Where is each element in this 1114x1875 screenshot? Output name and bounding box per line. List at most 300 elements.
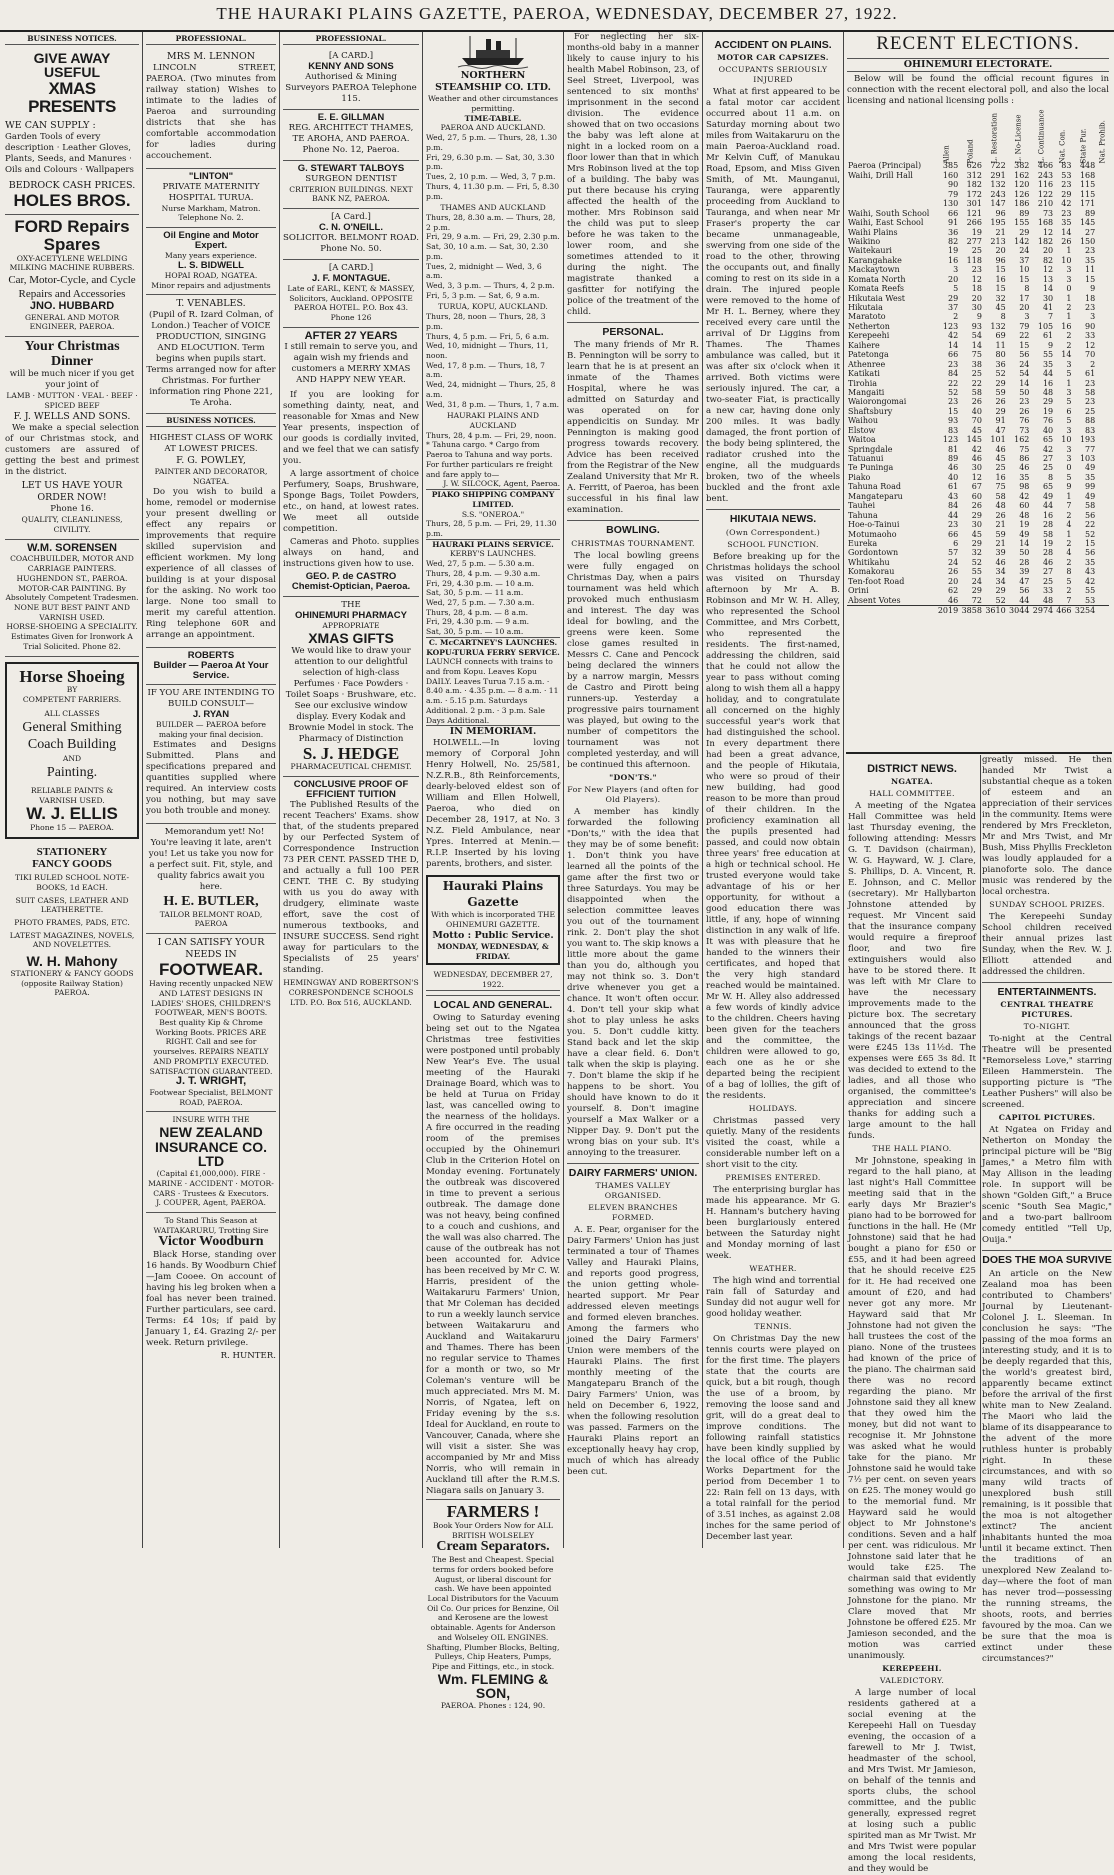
poll-booth: Gordontown [848,548,899,558]
advertiser-name: HOLES BROS. [13,190,131,210]
poll-count: 9 [976,312,982,322]
ad-text: LET US HAVE YOUR ORDER NOW! [21,480,123,504]
timetable-route: HAURAKI PLAINS AND AUCKLAND [447,411,539,431]
article-heading: HIKUTAIA NEWS. [706,509,840,526]
poll-count: 168 [1037,218,1054,228]
ad-headline: Coach Building [27,737,117,753]
poll-booth: Athenree [848,359,886,369]
ad-text: Chemist-Optician, Paeroa. [291,581,411,593]
ad-text: (Pupil of R. Izard Colman, of London.) Teacher of VOICE PRODUCTION, SINGING AND ELOCUTION. Term begins when pupils start. Terms arranged now for after Christmas. For further information ring Phone 221, Te Aroha. [146,310,276,409]
poll-count: 182 [966,180,982,190]
poll-count: 3 [1066,425,1072,435]
poll-row [847,539,1109,548]
poll-count: 82 [1042,255,1054,265]
poll-row [847,209,1109,218]
timetable-row: Fri, 29, 4.30 p.m. — 10 a.m. [426,578,534,588]
poll-booth: Maratoto [848,312,886,322]
ad-text: We would like to draw your attention to our delightful selection of high-class Perfumes · Face Powders · Toilet Soaps · Brushware, etc. See our exclusive window display. Every Kodak and Brownie Model in stock. The Pharmacy of Distinction [285,645,417,744]
poll-header-booth [847,109,935,161]
poll-count: 29 [1042,397,1054,407]
elections-subtitle: OHINEMURI ELECTORATE. [847,58,1109,72]
poll-booth: Tauhei [848,501,876,511]
timetable-row: Thurs, 28, noon — Thurs, 28, 3 p.m. [426,312,546,331]
poll-count: 44 [1019,595,1030,605]
poll-count: 20 [948,274,959,284]
poll-count: 39 [995,548,1006,558]
ad-text: GENERAL AND MOTOR ENGINEER, PAEROA. [24,312,120,332]
poll-count: 28 [1042,548,1054,558]
poll-count: 25 [1042,463,1054,473]
poll-count: 43 [1085,567,1096,577]
poll-count: 722 [990,161,1006,171]
column-professional-2 [280,32,423,1548]
poll-count: 20 [1042,246,1054,256]
poll-count: 10 [1061,255,1072,265]
article-subheading: CAPITOL PICTURES. [998,1113,1096,1123]
gazette-nameplate [426,875,560,965]
ad-headline: XMAS PRESENTS [28,78,116,116]
poll-count: 213 [990,236,1006,246]
timetable-row: Fri, 29, 6.30 p.m. — Sat, 30, 3.30 p.m. [426,152,555,172]
poll-count: 9 [1090,284,1096,294]
poll-count: 14 [1061,350,1072,360]
poll-count: 7 [1066,501,1072,511]
poll-count: 3 [1066,387,1072,397]
poll-count: 3 [1066,454,1072,464]
timetable-row: Thurs, 4, 5 p.m. — Fri, 5, 6 a.m. [426,331,550,341]
poll-count: 3 [1090,312,1096,322]
poll-header: Poland [966,138,975,163]
poll-booth: Ten-foot Road [848,576,905,586]
poll-count: 93 [971,321,982,331]
advertiser-name: J. T. WRIGHT, [175,1075,247,1088]
ad-text: BEDROCK CASH PRICES. [8,179,136,191]
poll-count: 25 [995,463,1006,473]
poll-row [847,294,1109,303]
ad-text: Cameras and Photo. supplies always on hand, and instructions given how to use. [283,537,419,570]
steamship-icon [458,34,528,68]
ad-text: BUILDER — PAEROA before making your final decision. [156,720,266,740]
ad-text: OXY-ACETYLENE WELDING [16,253,128,263]
ad-headline: General Smithing [22,719,122,735]
ad-headline: USEFUL [44,64,100,81]
poll-count: 90 [948,180,959,190]
poll-count: 49 [1085,491,1096,501]
poll-count: 84 [948,501,959,511]
poll-count: 4 [1066,520,1072,530]
ad-headline: Your Christmas Dinner [24,339,120,369]
article-subheading: THE HALL PIANO. [872,1144,952,1154]
poll-count: 14 [1061,227,1072,237]
poll-booth [847,180,935,189]
advertiser-name: G. STEWART TALBOYS [297,162,405,174]
poll-count: 23 [1085,246,1096,256]
montague-ad [283,260,419,328]
poll-booth: Waitoa [848,435,876,445]
poll-booth: Waikino [848,236,881,246]
ad-headline: Car, Motor-Cycle, and Cycle Repairs and Accessories [8,273,136,301]
advertiser-name: W. J. ELLIS [26,804,118,824]
ad-headline: Painting. [46,765,98,781]
advertiser-name: E. E. GILLMAN [317,111,385,123]
timetable-title: HAURAKI PLAINS SERVICE. [432,539,554,549]
timetable-row: Wed, 27, 5 p.m. — Thurs, 28, 1.30 p.m. [426,133,558,152]
poll-count: 33 [1085,331,1096,341]
poll-count: 52 [995,369,1006,379]
poll-count: 89 [1019,208,1030,218]
poll-count: 29 [948,293,959,303]
poll-count: 44 [1042,369,1054,379]
timetable-route: S.S. "ONEROA." [461,509,525,519]
kenny-ad [283,48,419,110]
poll-count: 16 [1042,510,1054,520]
poll-count: 80 [995,350,1006,360]
district-news-right [982,755,1112,1664]
poll-booth [847,199,935,208]
ad-text: (opposite Railway Station) PAEROA. [21,978,123,998]
poll-count: 83 [1061,161,1072,171]
poll-count: 22 [971,378,982,388]
poll-booth: Waihi, Drill Hall [848,170,913,180]
article-subheading: (Own Correspondent.) [725,527,821,537]
poll-booth: Karangahake [848,255,902,265]
article-subheading: CHRISTMAS TOURNAMENT. [571,538,695,548]
poll-count: 84 [948,369,959,379]
poll-count: 118 [966,255,982,265]
poll-booth: Kaihere [848,340,880,350]
ad-text: PAEROA. Phones : 124, 90. [440,1701,546,1711]
article-heading: DISTRICT NEWS. [867,763,957,775]
poll-count: 50 [1019,548,1030,558]
poll-count: 182 [1037,236,1054,246]
poll-count: 42 [1061,199,1072,209]
article-subheading: MOTOR CAR CAPSIZES. [717,53,829,63]
poll-count: 48 [1042,595,1054,605]
ad-text: Black Horse, standing over 16 hands. By Woodburn Chief—Jam Cooee. On account of having his leg broken when a foal has never been trained. Further particulars, see card. Terms: £4 10s; if paid by January 1, £4. Grazing 2/- per week. Return privilege. [146,1250,276,1349]
poll-row [847,218,1109,227]
poll-count: 69 [995,331,1006,341]
column-shipping-local [423,32,564,1711]
gazette-motto: Motto : Public Service. [432,929,554,941]
poll-count: 2 [1066,586,1072,596]
article-subheading: VALEDICTORY. [879,1675,945,1685]
poll-booth: Tahuna [848,510,878,520]
poll-row [847,388,1109,397]
poll-count: 0 [1066,284,1072,294]
poll-count: 130 [942,199,959,209]
district-news-left [848,755,981,1874]
poll-count: 70 [1085,350,1096,360]
article-body: Before breaking up for the Christmas holidays the school was visited on Thursday afternoon by Mr A. B. Robinson and Mr W. H. Alley, who represented the School Committee, and Mrs Corbett, who represented the residents. The first-named, addressing the children, said that he could not allow the year to pass without coming along to wish them all a happy holiday, and to congratulate all concerned on the highly successful year's work that had distinguished the school. In every department there had been a great advance, and the people of Hikutaia, who were so proud of their new building, had good reason to be more than proud of their children. In the proficiency examination all the pupils presented had passed, and could now obtain three years' free education at a high or technical school. He trusted everyone would take advantage of his or her opportunity, for without a good education there was little, if any, hope of winning distinction in any walk of life. It was with pleasure that he handed to the winners their certificates, and hoped that the very high standard reached would be maintained. Mr W. H. Alley also addressed a few words of kindly advice to the children. Cheers having been given for the teachers and the committee, the children were allowed to go, each one as he or she departed being the recipient of a bag of lollies, the gift of the residents. [706,551,840,1101]
masthead: THE HAURAKI PLAINS GAZETTE, PAEROA, WEDNESDAY, DECEMBER 27, 1922. [0,4,1114,32]
advertiser-name: F. G. POWLEY, [176,454,246,466]
poll-count: 46 [971,454,982,464]
ad-text: Footwear Specialist, BELMONT ROAD, PAEROA. [149,1087,273,1107]
poll-count: 266 [966,218,982,228]
advertiser-name: W.M. SORENSEN [27,541,117,554]
column-elections [844,32,1112,754]
poll-count: 1 [1066,491,1072,501]
article-heading: ACCIDENT ON PLAINS. [714,39,832,51]
woodburn-ad [146,1213,276,1366]
poll-count: 35 [1019,472,1030,482]
poll-count: 2 [1090,359,1096,369]
poll-count: 25 [971,369,982,379]
ad-text: AND [62,754,82,764]
poll-count: 30 [1042,293,1054,303]
column-business-notices [2,32,143,1548]
poll-count: 385 [942,161,959,171]
poll-count: 49 [1019,529,1030,539]
poll-count: 1 [1066,293,1072,303]
ryan-ad [146,685,276,823]
poll-count: 14 [1019,538,1030,548]
poll-row [847,341,1109,350]
ad-text: SURGEON DENTIST [305,173,397,184]
ad-text: Estimates and Designs Submitted. Plans and specifications prepared and quantities supplied where required. An interview costs you nothing, but may save you both trouble and money. [146,739,276,816]
timetable-row: Wed, 17, 8 p.m. — Thurs, 18, 7 a.m. [426,360,545,380]
poll-count: 16 [1061,321,1072,331]
section-label: BUSINESS NOTICES. [146,416,276,427]
gazette-title: Hauraki Plains Gazette [442,879,544,909]
poll-booth: Piako [848,472,871,482]
poll-count: 54 [1019,369,1030,379]
ad-text: RELIABLE PAINTS & VARNISH USED. [30,785,114,805]
castro-ad [283,328,419,597]
article-heading: PERSONAL. [567,322,699,339]
ad-text: QUALITY, CLEANLINESS, CIVILITY. [21,515,123,535]
poll-booth: Springdale [848,444,893,454]
ad-text: I still remain to serve you, and again wish my friends and customers a MERRY XMAS AND HAPPY NEW YEAR. [284,342,418,386]
poll-count: 14 [948,340,959,350]
poll-count: 30 [971,463,982,473]
ad-text: Phone 15 — PAEROA. [30,823,114,833]
poll-count: 171 [1079,199,1096,209]
poll-count: 3 [1024,312,1030,322]
poll-count: 42 [948,331,959,341]
poll-count: 49 [1085,463,1096,473]
poll-row [847,445,1109,454]
poll-count: 20 [948,576,959,586]
poll-count: 37 [948,303,959,313]
poll-count: 67 [971,482,982,492]
advertiser-name: W. H. Mahony [26,953,118,970]
article-subheading: THAMES VALLEY ORGANISED. [595,1181,671,1201]
poll-count: 466 [1037,161,1054,171]
advertiser-name: NEW ZEALAND INSURANCE CO. LTD [154,1124,267,1170]
poll-count: 53 [1085,595,1096,605]
timetable-row: Sat, 30, 5 p.m. — 11 a.m. [426,588,524,598]
ad-headline: FORD Repairs Spares [14,216,130,254]
poll-count: 155 [1014,218,1030,228]
poll-row [847,331,1109,340]
poll-booth [847,190,935,199]
poll-count: 26 [995,510,1006,520]
poll-count: 65 [1042,435,1054,445]
poll-count: 22 [1085,520,1096,530]
poll-count: 83 [1085,425,1096,435]
poll-count: 93 [948,416,959,426]
poll-count: 5 [1066,369,1072,379]
poll-count: 29 [971,510,982,520]
article-body: A member has kindly forwarded the following "Don'ts," with the idea that they may be of some benefit: 1. Don't think you have learned all the points of the game after the first two or three Saturdays. You may be disappointed when the selection committee leaves you out of the tournament rink. 2. Don't play the shot you want to. The skip knows a little more about the game than you do, although you may not think so. 3. Don't drive whenever you get a chance. It won't often occur. 4. Don't tell your skip what shot to play unless he asks you. 5. Don't cuddle kitty. Stand back and let the skip have a clear field. 6. Don't talk when the skip is playing. 7. Don't blame the skip if he happens to be short. You should have known to do it yourself. 8. Don't imagine yourself a Max Walker or a Nipper Day. 9. Don't put the wrong bias on your sub. It's annoying to the treasurer. [567,806,699,1158]
timetable-row: Thurs, 28, 4 p.m. — 8 a.m. [426,607,529,617]
poll-count: 37 [1019,255,1030,265]
poll-count: 46 [995,444,1006,454]
poll-count: 312 [966,170,982,180]
poll-count: 46 [995,557,1006,567]
lennon-ad [146,48,276,169]
poll-row [847,303,1109,312]
poll-count: 5 [1066,397,1072,407]
poll-count: 76 [1019,416,1030,426]
advertiser-name: KENNY AND SONS [308,60,394,72]
gazette-subtitle: With which is incorporated THE OHINEMURI GAZETTE. [431,910,555,929]
advertiser-name: MRS M. LENNON [166,50,256,62]
poll-count: 35 [1085,472,1096,482]
poll-count: 26 [995,397,1006,407]
poll-count: 448 [1079,161,1096,171]
wright-ad [146,934,276,1112]
article-subheading: TO-NIGHT. [1023,1022,1071,1032]
ad-text: A large assortment of choice Perfumery, Soaps, Brushware, Sponge Bags, Toilet Powders, etc., on hand, at lowest rates. We meet all outside competition. [283,469,419,535]
poll-count: 58 [1085,387,1096,397]
ad-headline: XMAS GIFTS [308,629,394,646]
poll-count: 2 [1066,340,1072,350]
gazette-days: MONDAY, WEDNESDAY, & FRIDAY. [437,941,549,961]
article-body: On Christmas Day the new tennis courts were played on for the first time. The players state that the courts are quick, but a bit rough, though the use of a broom, by removing the loose sand and grit, will do a great deal to improve conditions. The following rainfall statistics have been kindly supplied by the local office of the Public Works Department for the period from December 1 to 22: Rain fell on 13 days, with a total rainfall for the period of 3.51 inches, as against 2.08 inches for the same period of December last year. [706,1333,840,1542]
poll-count: 3 [1066,444,1072,454]
article-subheading: HOLIDAYS. [748,1103,798,1113]
poll-count: 58 [1042,529,1054,539]
ad-text: will be much nicer if you get your joint of [9,369,135,391]
hemingway-ad [283,777,419,1011]
poll-booth: Hikutaia [848,303,883,313]
timetable-route: THAMES AND AUCKLAND [440,203,546,213]
advertiser-name: NORTHERN STEAMSHIP CO. LTD. [435,70,551,94]
ad-text: Memorandum yet! No! You're leaving it late, aren't you! Let us take you now for a perfect suit. Fit, style, and quality fabrics await you here. [148,826,274,892]
column-professional [143,32,280,1548]
poll-count: 34 [995,567,1006,577]
poll-count: 36 [995,359,1006,369]
timetable-row: Tues, 2, 10 p.m. — Wed, 3, 7 p.m. [426,172,556,182]
poll-count: 19 [948,246,959,256]
poll-count: 46 [1019,463,1030,473]
article-body: To-night at the Central Theatre will be presented "Remorseless Love," starring Eileen Hammerstein. The supporting picture is "The Leather Pushers" will also be screened. [982,1034,1112,1111]
poll-count: 45 [995,454,1006,464]
poll-count: 12 [1085,340,1096,350]
poll-count: 81 [948,444,959,454]
poll-count: 40 [1042,425,1054,435]
poll-count: 88 [1085,416,1096,426]
advertiser-name: OHINEMURI PHARMACY [295,610,407,622]
article-subheading: OCCUPANTS SERIOUSLY INJURED [718,65,828,85]
poll-row [847,265,1109,274]
poll-count: 53 [1061,170,1072,180]
poll-booth: Absent Votes [848,595,901,605]
ad-text: HUGHENDON ST., PAEROA. [16,573,128,583]
poll-count: 195 [990,218,1006,228]
poll-count: 18 [971,284,982,294]
poll-count: 45 [995,303,1006,313]
hubbard-ad [5,215,139,337]
poll-row [847,360,1109,369]
ad-text: SOLICITOR. BELMONT ROAD. Phone No. 50. [283,232,419,254]
poll-count: 3 [1066,274,1072,284]
poll-count: 82 [948,236,959,246]
article-heading: BOWLING. [567,520,699,537]
article-body: For neglecting her six-months-old baby in a manner likely to cause injury to his health Mabel Robinson, 23, of Seel Street, Liverpool, was sentenced to six months' imprisonment in the second division. The evidence showed that on two occasions the baby was left alone at night in a locked room on a floor lower than that in which Mrs Robinson lived at the top of a building. The baby was put there because his crying affected the health of the mother. Mrs Robinson said the child was put to sleep before he was taken to the lower room, and she sometimes attended to it during the night. The magistrate thanked a gasfitter for notifying the police of the treatment of the child. [567,32,699,317]
poll-count: 29 [995,586,1006,596]
ad-headline: Horse Shoeing [19,666,125,686]
advertiser-name: "LINTON" [188,170,234,182]
timetable-row: Wed, 10, midnight — Thurs, 11, noon. [426,341,549,360]
article-subheading: SCHOOL FUNCTION. [727,539,819,549]
ad-text: PRIVATE MATERNITY HOSPITAL TURUA. [162,181,260,203]
ad-text: LAUNCH connects with trains to and from Kopu. Leaves Kopu DAILY. Leaves Turua 7.15 a.m. · 8.40 a.m. · 4.35 p.m. — 8 a.m. · 11 a.m. · 5.15 p.m. Saturdays Additional. 2 p.m. · 3 p.m. Sale Days Additional. [426,657,559,725]
poll-count: 301 [966,199,982,209]
poll-count: 8 [1024,284,1030,294]
poll-count: 21 [995,538,1006,548]
poll-count: 24 [1019,359,1030,369]
poll-count: 23 [1085,397,1096,407]
poll-count: 55 [971,567,982,577]
ad-text: REG. ARCHITECT THAMES, TE AROHA, AND PAEROA. Phone No. 12, Paeroa. [288,122,414,155]
article-body: The many friends of Mr R. B. Pennington will be sorry to learn that he is at present an inmate of the Thames Hospital, where he was admitted on Saturday and was operated on for appendicitis on Sunday. Mr Pennington is making good progress towards recovery. Advice has been received from the Registrar of the New Zealand University that Mr R. A. Ferritt, of Paeroa, has been successful in his final law examination. [567,340,699,516]
poll-count: 172 [966,189,982,199]
ad-text: MOTOR-CAR PAINTING. By Absolutely Competent Tradesmen. [5,583,139,603]
poll-booth: Hoe-o-Tainui [848,520,900,530]
poll-count: 40 [948,472,959,482]
ad-text: HIGHEST CLASS OF WORK AT LOWEST PRICES. [149,432,273,454]
poll-header: L. Continuance [1037,108,1046,163]
article-body: At Ngatea on Friday and Netherton on Monday the principal picture will be "Big James," a Metro film with May Allison in the leading role. In support will be shown "Golden Gift," a Bruce scenic "South Sea Magic," and a two-part ballroom comedy entitled "Tell Up, Ouija." [982,1125,1112,1246]
ad-headline: FOOTWEAR. [159,960,263,980]
ad-text: ALL CLASSES [44,708,100,718]
ad-text: Many years experience. [165,251,257,261]
poll-row [847,426,1109,435]
poll-count: 132 [990,180,1006,190]
poll-totals-row: 2019 3858 3610 3044 2974 466 3254 [847,606,1109,616]
article-body: A large number of local residents gathered at a social evening at the Kerepeehi Hall on Tuesday evening, the occasion of a farewell to Mr J. Twist, headmaster of the school, and Mrs Twist. Mr Jamieson, on behalf of the tennis and sports clubs, the school committee, and the public generally, expressed regret at losing such a public spirited man as Mr Twist. Mr and Mrs Twist were popular among the local residents, and they would be [848,1687,976,1874]
poll-count: 44 [948,510,959,520]
timetable-route: PAEROA AND AUCKLAND. [440,123,546,133]
poll-row [847,548,1109,557]
poll-count: 56 [1085,548,1096,558]
holes-bros-ad [5,48,139,215]
ad-text: If you are looking for something dainty, neat, and reasonable for Xmas and New Year presents, inspection of our goods is cordially invited, and we feel that we can satisfy you. [283,390,419,467]
poll-count: 42 [1019,491,1030,501]
poll-count: 60 [971,491,982,501]
poll-count: 19 [1019,520,1030,530]
butler-ad [146,824,276,934]
column-news-1 [564,32,703,1548]
poll-count: 16 [995,472,1006,482]
poll-count: 8 [1000,312,1006,322]
poll-count: 123 [942,435,959,445]
advertiser-name: JNO. HUBBARD [29,300,115,313]
poll-booth: Whitikahu [848,557,890,567]
ad-text: TIKI RULED SCHOOL NOTE-BOOKS, 1d EACH. [14,873,130,892]
poll-row [847,379,1109,388]
advertiser-name: J. RYAN [192,709,230,721]
poll-count: 28 [1042,520,1054,530]
poll-booth: Katikati [848,369,880,379]
poll-count: 47 [1019,576,1030,586]
poll-count: 52 [948,387,959,397]
poll-row [847,312,1109,321]
article-subheading: KEREPEEHI. [882,1663,942,1673]
